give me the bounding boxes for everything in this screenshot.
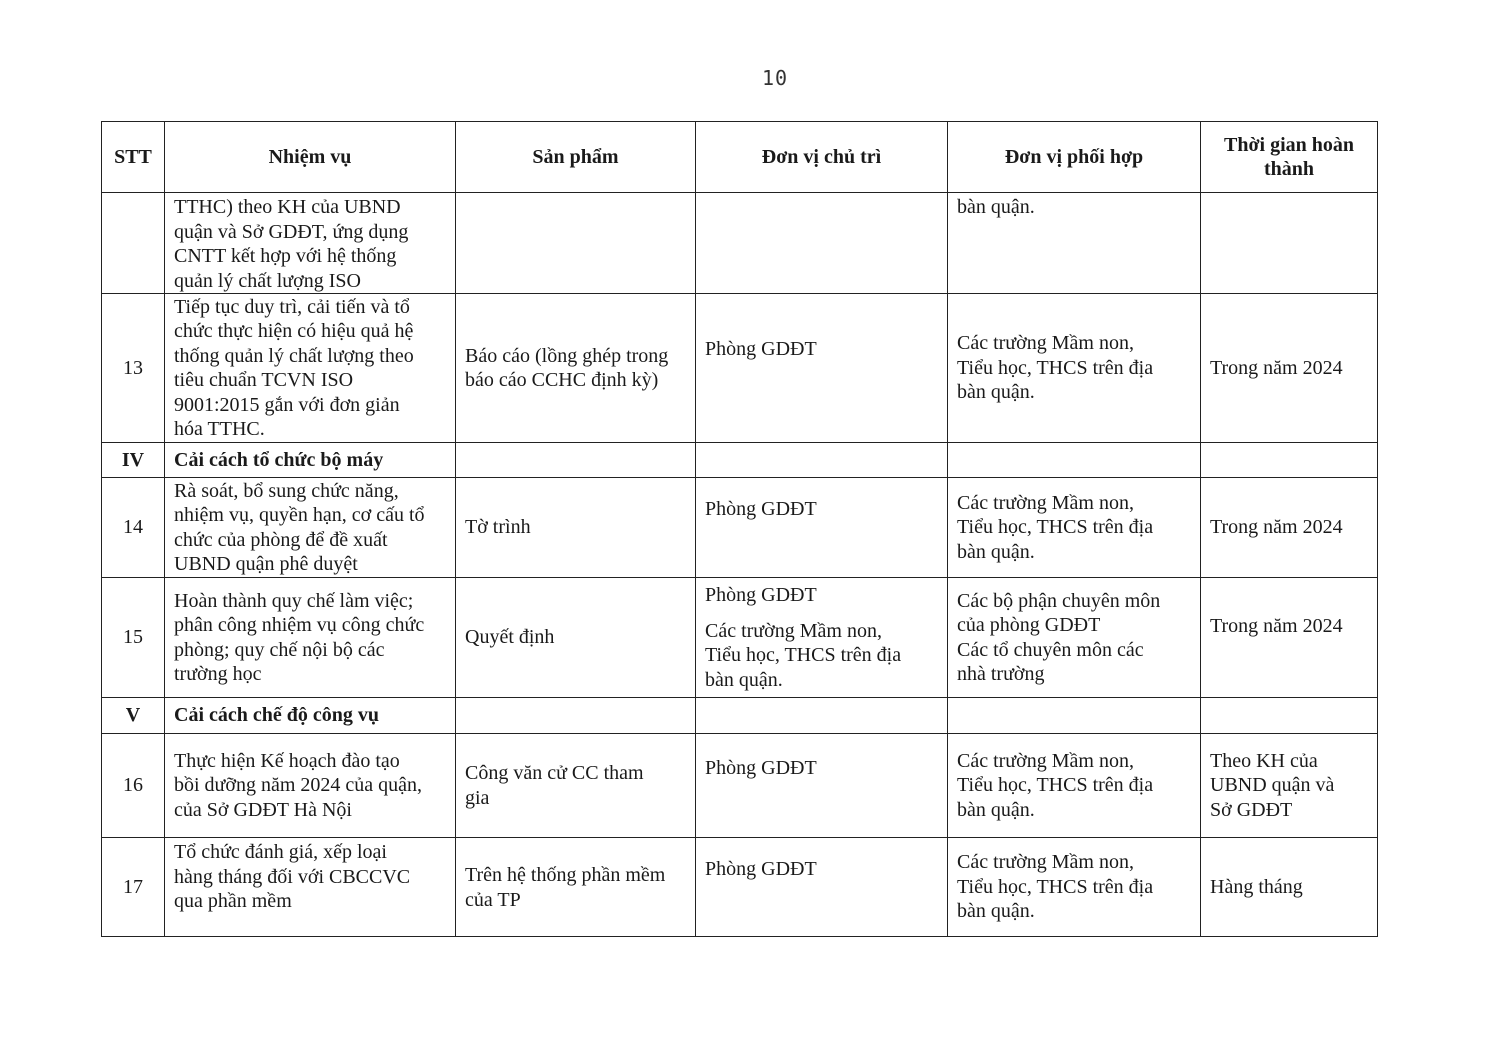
- text-line: Phòng GDĐT: [705, 584, 817, 606]
- section-row-iv: [102, 443, 1378, 478]
- text-line: nhiệm vụ, quyền hạn, cơ cấu tổ: [174, 504, 425, 526]
- text-line: của TP: [465, 888, 521, 911]
- cell-lead-unit: [696, 443, 948, 478]
- section-row-v: [102, 698, 1378, 734]
- text-line: hóa TTHC.: [174, 418, 265, 440]
- text-line: Tổ chức đánh giá, xếp loại: [174, 841, 387, 863]
- header-coop-unit: Đơn vị phối hợp: [948, 122, 1201, 193]
- text-line: Thực hiện Kế hoạch đào tạo: [174, 749, 400, 772]
- header-deadline-line: thành: [1263, 158, 1315, 180]
- cell-product: [456, 294, 696, 443]
- text-line: qua phần mềm: [174, 890, 292, 912]
- cell-deadline: [1201, 193, 1378, 294]
- cell-stt: 14: [102, 478, 165, 578]
- text-line: Các bộ phận chuyên môn: [957, 589, 1161, 612]
- text-line: của phòng GDĐT: [957, 614, 1101, 636]
- cell-coop-unit: [948, 443, 1201, 478]
- text-line: bàn quận.: [957, 196, 1035, 218]
- text-line: phân công nhiệm vụ công chức: [174, 614, 425, 636]
- text-line: Tiểu học, THCS trên địa: [957, 356, 1154, 379]
- header-stt: STT: [102, 122, 165, 193]
- cell-deadline: [1201, 734, 1378, 838]
- cell-deadline: [1201, 478, 1378, 578]
- text-line: Các trường Mầm non,: [957, 851, 1134, 874]
- text-line: báo cáo CCHC định kỳ): [465, 369, 659, 391]
- text-line: quận và Sở GDĐT, ứng dụng: [174, 220, 409, 243]
- header-row: [102, 122, 1378, 193]
- text-line: Rà soát, bổ sung chức năng,: [174, 479, 399, 502]
- cell-deadline: [1201, 838, 1378, 937]
- text-line: trường học: [174, 663, 262, 685]
- page-number: 10: [761, 66, 789, 90]
- text-line: chức thực hiện có hiệu quả hệ: [174, 320, 414, 342]
- header-product: Sản phẩm: [456, 122, 696, 193]
- text-line: quản lý chất lượng ISO: [174, 269, 361, 292]
- text-line: bàn quận.: [957, 381, 1035, 404]
- text-line: Các trường Mầm non,: [705, 619, 882, 642]
- text-line: Tờ trình: [465, 516, 531, 539]
- cell-coop-unit: [948, 734, 1201, 838]
- cell-coop-unit: [948, 578, 1201, 698]
- text-line: TTHC) theo KH của UBND: [174, 196, 401, 218]
- text-line: Trong năm 2024: [1210, 356, 1343, 379]
- text-line: bồi dưỡng năm 2024 của quận,: [174, 774, 423, 797]
- text-line: Quyết định: [465, 626, 555, 649]
- text-line: Công văn cử CC tham: [465, 762, 644, 784]
- text-line: Hàng tháng: [1210, 875, 1303, 898]
- cell-stt: 16: [102, 734, 165, 838]
- header-task: Nhiệm vụ: [165, 122, 456, 193]
- cell-task: [165, 478, 456, 578]
- cell-lead-unit: [696, 734, 948, 838]
- table-row-15: [102, 578, 1378, 698]
- header-deadline-line: Thời gian hoàn: [1223, 133, 1355, 156]
- cell-product: [456, 734, 696, 838]
- cell-stt: IV: [102, 443, 165, 478]
- text-line: 9001:2015 gắn với đơn giản: [174, 393, 400, 416]
- cell-lead-unit: [696, 193, 948, 294]
- cell-product: [456, 838, 696, 937]
- text-line: Tiểu học, THCS trên địa: [957, 516, 1154, 539]
- cell-coop-unit: [948, 698, 1201, 734]
- cell-lead-unit: [696, 294, 948, 443]
- table-row-14: [102, 478, 1378, 578]
- text-line: hàng tháng đối với CBCCVC: [174, 865, 411, 888]
- cell-product: [456, 578, 696, 698]
- cell-lead-unit: [696, 578, 948, 698]
- text-line: Tiểu học, THCS trên địa: [957, 774, 1154, 797]
- text-line: UBND quận phê duyệt: [174, 553, 358, 575]
- cell-coop-unit: [948, 478, 1201, 578]
- text-line: tiêu chuẩn TCVN ISO: [174, 369, 354, 391]
- cell-coop-unit: [948, 294, 1201, 443]
- cell-stt: 15: [102, 578, 165, 698]
- cell-task: [165, 838, 456, 937]
- cell-coop-unit: [948, 838, 1201, 937]
- text-line: Phòng GDĐT: [705, 498, 817, 520]
- text-line: Các trường Mầm non,: [957, 491, 1134, 514]
- text-line: chức của phòng để đề xuất: [174, 528, 388, 551]
- header-deadline: [1201, 122, 1378, 193]
- text-line: Sở GDĐT: [1210, 798, 1293, 821]
- cell-lead-unit: [696, 478, 948, 578]
- section-title: Cải cách chế độ công vụ: [165, 698, 456, 734]
- text-line: Trên hệ thống phần mềm: [465, 864, 666, 886]
- table-row-continued: [102, 193, 1378, 294]
- cell-deadline: [1201, 294, 1378, 443]
- table-row-16: [102, 734, 1378, 838]
- cell-task: [165, 294, 456, 443]
- cell-coop-unit: [948, 193, 1201, 294]
- text-line: Phòng GDĐT: [705, 338, 817, 360]
- text-line: bàn quận.: [957, 798, 1035, 821]
- section-title: Cải cách tổ chức bộ máy: [165, 443, 456, 478]
- text-line: Tiếp tục duy trì, cải tiến và tổ: [174, 295, 410, 318]
- cell-product: [456, 443, 696, 478]
- cell-product: [456, 478, 696, 578]
- table-row-17: [102, 838, 1378, 937]
- text-line: Hoàn thành quy chế làm việc;: [174, 589, 414, 612]
- cell-task: [165, 193, 456, 294]
- cell-stt: 13: [102, 294, 165, 443]
- cell-lead-unit: [696, 698, 948, 734]
- text-line: thống quản lý chất lượng theo: [174, 344, 414, 367]
- text-line: Trong năm 2024: [1210, 615, 1343, 637]
- text-line: Trong năm 2024: [1210, 516, 1343, 539]
- text-line: UBND quận và: [1210, 774, 1335, 797]
- cell-product: [456, 193, 696, 294]
- text-line: bàn quận.: [957, 540, 1035, 563]
- text-line: của Sở GDĐT Hà Nội: [174, 798, 352, 821]
- cell-product: [456, 698, 696, 734]
- cell-task: [165, 578, 456, 698]
- text-line: Phòng GDĐT: [705, 858, 817, 880]
- text-line: bàn quận.: [957, 900, 1035, 923]
- text-line: CNTT kết hợp với hệ thống: [174, 245, 397, 267]
- cell-stt: [102, 193, 165, 294]
- text-line: Các trường Mầm non,: [957, 332, 1134, 355]
- header-lead-unit: Đơn vị chủ trì: [696, 122, 948, 193]
- text-line: Tiểu học, THCS trên địa: [705, 644, 902, 666]
- text-line: bàn quận.: [705, 668, 783, 691]
- text-line: nhà trường: [957, 663, 1045, 685]
- text-line: Tiểu học, THCS trên địa: [957, 875, 1154, 898]
- text-line: phòng; quy chế nội bộ các: [174, 638, 385, 661]
- cell-deadline: [1201, 698, 1378, 734]
- text-line: Các tổ chuyên môn các: [957, 638, 1144, 661]
- text-line: gia: [465, 786, 490, 809]
- text-line: Các trường Mầm non,: [957, 749, 1134, 772]
- cell-stt: 17: [102, 838, 165, 937]
- cell-task: [165, 734, 456, 838]
- cell-stt: V: [102, 698, 165, 734]
- cell-deadline: [1201, 578, 1378, 698]
- task-plan-table: [101, 121, 1378, 937]
- cell-lead-unit: [696, 838, 948, 937]
- text-line: Theo KH của: [1210, 749, 1318, 772]
- text-line: Báo cáo (lồng ghép trong: [465, 344, 669, 367]
- cell-deadline: [1201, 443, 1378, 478]
- table-row-13: [102, 294, 1378, 443]
- text-line: Phòng GDĐT: [705, 757, 817, 779]
